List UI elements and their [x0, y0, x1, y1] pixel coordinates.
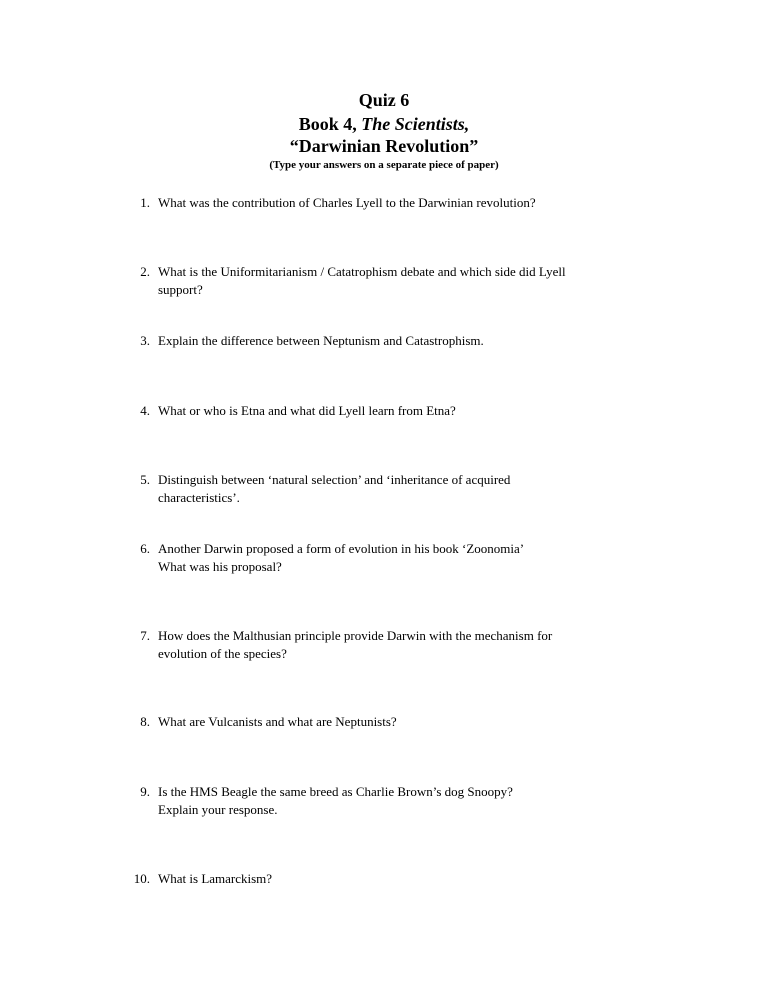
question-line: What are Vulcanists and what are Neptunists?	[158, 714, 397, 729]
question-line: What is Lamarckism?	[158, 871, 273, 886]
quiz-title: Quiz 6	[358, 90, 410, 110]
question-text	[158, 332, 638, 350]
book-line	[0, 114, 768, 135]
question-line: What or who is Etna and what did Lyell learn from Etna?	[158, 403, 456, 418]
chapter-subtitle: “Darwinian Revolution”	[289, 136, 479, 156]
question-number: 10.	[133, 871, 150, 886]
question-text	[158, 540, 638, 576]
question-text	[158, 713, 638, 731]
question-text	[158, 627, 638, 663]
question-number: 5.	[140, 472, 150, 487]
question-text	[158, 402, 638, 420]
question-line: evolution of the species?	[158, 646, 287, 661]
book-prefix: Book 4,	[298, 114, 362, 134]
question-line: Explain the difference between Neptunism and Catastrophism.	[158, 333, 484, 348]
question-line: What was his proposal?	[158, 559, 282, 574]
question-number: 4.	[140, 403, 150, 418]
question-text	[158, 783, 638, 819]
question-text	[158, 870, 638, 888]
question-number: 3.	[140, 333, 150, 348]
question-number: 6.	[140, 541, 150, 556]
question-line: What is the Uniformitarianism / Catatrophism debate and which side did Lyell	[158, 264, 566, 279]
question-line: Explain your response.	[158, 802, 278, 817]
question-line: characteristics’.	[158, 490, 240, 505]
question-text	[158, 471, 638, 507]
question-number: 7.	[140, 628, 150, 643]
question-line: support?	[158, 282, 203, 297]
instructions-note: (Type your answers on a separate piece of paper)	[269, 159, 499, 171]
question-line: Is the HMS Beagle the same breed as Charlie Brown’s dog Snoopy?	[158, 784, 513, 799]
question-line: What was the contribution of Charles Lyell to the Darwinian revolution?	[158, 195, 536, 210]
question-text	[158, 263, 638, 299]
question-number: 2.	[140, 264, 150, 279]
question-number: 1.	[140, 195, 150, 210]
question-number: 8.	[140, 714, 150, 729]
book-title: The Scientists,	[361, 114, 470, 134]
question-line: How does the Malthusian principle provide Darwin with the mechanism for	[158, 628, 553, 643]
question-line: Distinguish between ‘natural selection’ and ‘inheritance of acquired	[158, 472, 511, 487]
question-number: 9.	[140, 784, 150, 799]
question-line: Another Darwin proposed a form of evolution in his book ‘Zoonomia’	[158, 541, 525, 556]
question-text	[158, 194, 638, 212]
